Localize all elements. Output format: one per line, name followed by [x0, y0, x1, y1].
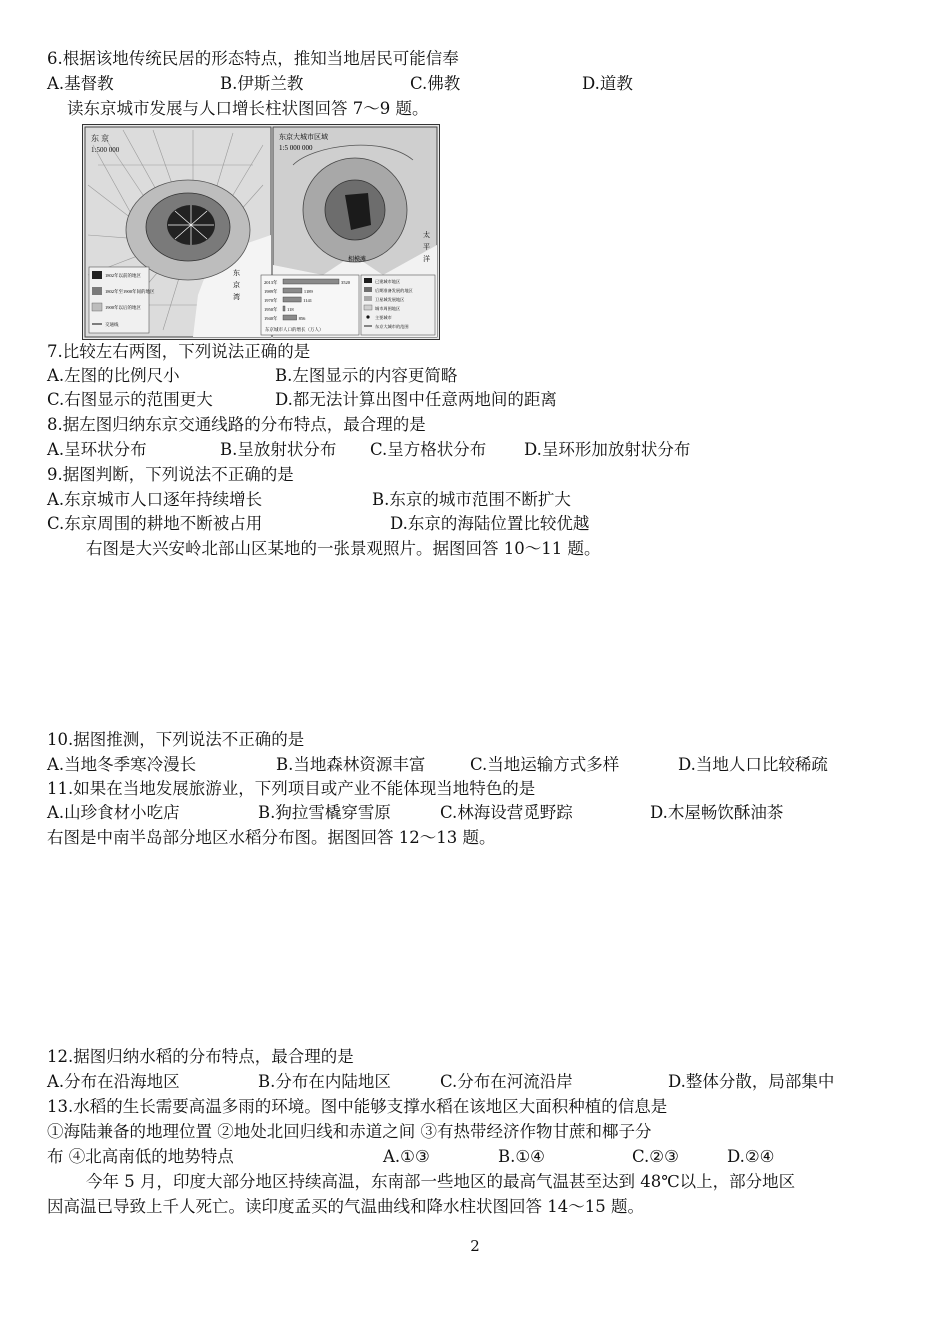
population-value-label: 1141 [303, 298, 312, 303]
legend-swatch-1 [92, 271, 102, 279]
q6-option-b: B.伊斯兰教 [220, 74, 304, 93]
q6-stem: 6.根据该地传统民居的形态特点，推知当地居民可能信奉 [47, 49, 459, 68]
left-legend-2: 1802年至1900年间的地区 [105, 289, 155, 294]
q11-option-c: C.林海设营觅野踪 [440, 803, 573, 822]
population-year-label: 1989年 [264, 289, 278, 294]
q13-line3-text: 布 ④北高南低的地势特点 [47, 1147, 234, 1166]
population-value-label: 856 [298, 316, 306, 321]
q13-option-a: A.①③ [383, 1147, 430, 1166]
q6-option-d: D.道教 [582, 74, 633, 93]
population-chart-caption: 东京城市人口的增长（万人） [265, 327, 324, 332]
q8-option-d: D.呈环形加放射状分布 [524, 440, 691, 459]
q9-options-row1 [0, 488, 950, 512]
intro-14-15-line1: 今年 5 月，印度大部分地区持续高温，东南部一些地区的最高气温甚至达到 48℃以上，部分地区 [86, 1172, 796, 1191]
q7-option-c: C.右图显示的范围更大 [47, 390, 213, 409]
tokyo-map-svg [83, 125, 439, 339]
q13-stem: 13.水稻的生长需要高温多雨的环境。图中能够支撑水稻在该地区大面积种植的信息是 [47, 1097, 668, 1116]
right-map-scale: 1:5 000 000 [279, 144, 313, 152]
left-legend-3: 1900年以后的地区 [105, 305, 141, 310]
q10-options [0, 753, 950, 777]
right-legend-3: 卫星城发展地区 [375, 297, 405, 302]
right-map-title: 东京大城市区域 [279, 133, 328, 141]
q9-stem: 9.据图判断，下列说法不正确的是 [47, 465, 294, 484]
right-legend-4: 城市周围地区 [375, 306, 401, 311]
q11-options [0, 801, 950, 825]
q9-options-row2 [0, 512, 950, 536]
population-value-label: 118 [287, 307, 294, 312]
label-yang: 洋 [423, 255, 430, 263]
left-map-title: 东 京 [91, 134, 109, 143]
legend-swatch-3 [92, 303, 102, 311]
population-value-label: 3520 [341, 280, 350, 285]
label-wan: 湾 [233, 293, 240, 301]
population-year-label: 1950年 [264, 307, 278, 312]
tokyo-map-figure [82, 124, 440, 340]
q10-stem: 10.据图推测，下列说法不正确的是 [47, 730, 305, 749]
q8-option-c: C.呈方格状分布 [370, 440, 487, 459]
q7-options-row1 [0, 364, 950, 388]
q9-option-c: C.东京周围的耕地不断被占用 [47, 514, 263, 533]
right-legend-6: 东京大城市的范围 [375, 324, 409, 329]
q10-option-b: B.当地森林资源丰富 [276, 755, 426, 774]
label-ping: 平 [423, 243, 430, 251]
q12-option-d: D.整体分散，局部集中 [668, 1072, 835, 1091]
label-sagami: 相模滩 [348, 257, 367, 263]
population-bar [283, 297, 301, 302]
q12-option-a: A.分布在沿海地区 [47, 1072, 180, 1091]
q13-option-d: D.②④ [727, 1147, 775, 1166]
q11-option-d: D.木屋畅饮酥油茶 [650, 803, 784, 822]
q13-option-b: B.①④ [498, 1147, 545, 1166]
intro-12-13: 右图是中南半岛部分地区水稻分布图。据图回答 12～13 题。 [47, 828, 496, 847]
q8-options [0, 438, 950, 462]
q7-option-b: B.左图显示的内容更简略 [275, 366, 458, 385]
q8-stem: 8.据左图归纳东京交通线路的分布特点，最合理的是 [47, 415, 426, 434]
left-legend-4: 交通线 [105, 322, 119, 327]
q11-stem: 11.如果在当地发展旅游业，下列项目或产业不能体现当地特色的是 [47, 779, 536, 798]
population-year-label: 2013年 [264, 280, 278, 285]
q11-option-a: A.山珍食材小吃店 [47, 803, 180, 822]
q9-option-b: B.东京的城市范围不断扩大 [372, 490, 571, 509]
right-legend-1: 已建城市地区 [375, 279, 401, 284]
q9-option-a: A.东京城市人口逐年持续增长 [47, 490, 263, 509]
q10-option-a: A.当地冬季寒冷漫长 [47, 755, 197, 774]
left-map-scale: 1:500 000 [91, 146, 120, 154]
label-dong: 东 [233, 269, 240, 277]
population-year-label: 1940年 [264, 316, 278, 321]
q6-option-a: A.基督教 [47, 74, 114, 93]
q8-option-b: B.呈放射状分布 [220, 440, 337, 459]
legend-swatch-2 [92, 287, 102, 295]
q12-option-b: B.分布在内陆地区 [258, 1072, 391, 1091]
q7-options-row2 [0, 388, 950, 412]
population-value-label: 1189 [303, 289, 313, 294]
q11-option-b: B.狗拉雪橇穿雪原 [258, 803, 391, 822]
right-legend-2: 后期准备发展的地区 [375, 288, 413, 293]
left-legend-1: 1802年以前的地区 [105, 273, 141, 278]
page-number: 2 [470, 1237, 480, 1255]
q12-stem: 12.据图归纳水稻的分布特点，最合理的是 [47, 1047, 354, 1066]
q13-line3 [0, 1145, 950, 1169]
population-bar [283, 315, 297, 320]
q8-option-a: A.呈环状分布 [47, 440, 147, 459]
label-tai: 太 [423, 231, 430, 239]
q7-option-d: D.都无法计算出图中任意两地间的距离 [275, 390, 557, 409]
q6-options [0, 72, 950, 96]
q9-option-d: D.东京的海陆位置比较优越 [390, 514, 590, 533]
q10-option-d: D.当地人口比较稀疏 [678, 755, 828, 774]
q13-line2: ①海陆兼备的地理位置 ②地处北回归线和赤道之间 ③有热带经济作物甘蔗和椰子分 [47, 1122, 652, 1141]
q7-stem: 7.比较左右两图，下列说法正确的是 [47, 342, 311, 361]
intro-14-15-line2: 因高温已导致上千人死亡。读印度孟买的气温曲线和降水柱状图回答 14～15 题。 [47, 1197, 644, 1216]
right-legend-5: 主要城市 [375, 315, 392, 320]
intro-7-9: 读东京城市发展与人口增长柱状图回答 7～9 题。 [67, 99, 429, 118]
population-year-label: 1970年 [264, 298, 278, 303]
population-bar [283, 288, 302, 293]
q7-option-a: A.左图的比例尺小 [47, 366, 180, 385]
q12-option-c: C.分布在河流沿岸 [440, 1072, 573, 1091]
q13-option-c: C.②③ [632, 1147, 679, 1166]
label-jing: 京 [233, 281, 240, 289]
q6-option-c: C.佛教 [410, 74, 461, 93]
population-bar [283, 279, 339, 284]
q10-option-c: C.当地运输方式多样 [470, 755, 620, 774]
intro-10-11: 右图是大兴安岭北部山区某地的一张景观照片。据图回答 10～11 题。 [86, 539, 601, 558]
population-bar [283, 306, 285, 311]
q12-options [0, 1070, 950, 1094]
